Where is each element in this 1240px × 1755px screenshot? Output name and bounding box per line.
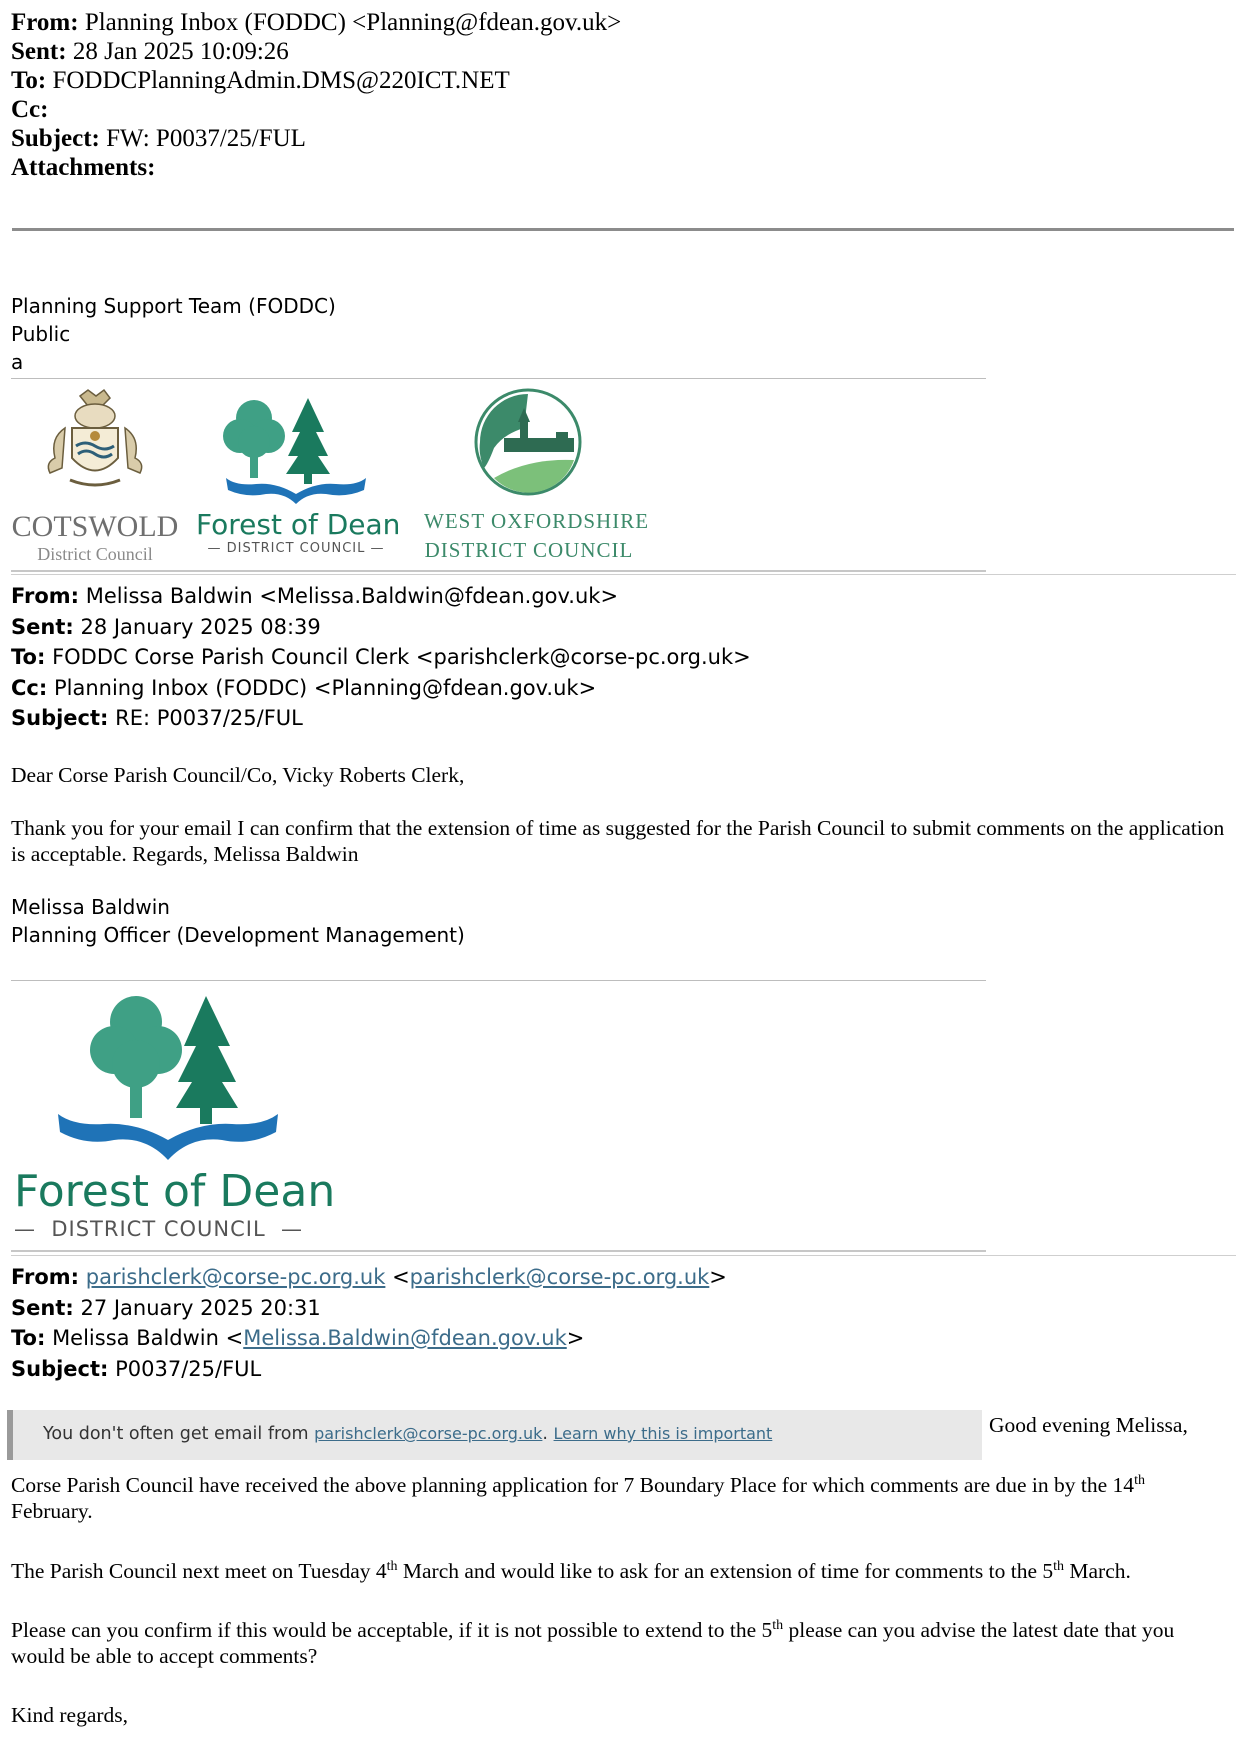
email3-sent: Sent: 27 January 2025 20:31 bbox=[11, 1295, 321, 1320]
forest-of-dean-logo-large bbox=[10, 990, 336, 1241]
email3-top-rule bbox=[11, 1255, 1236, 1256]
header-subject: Subject: FW: P0037/25/FUL bbox=[11, 125, 306, 152]
email3-paragraph-2: The Parish Council next meet on Tuesday 4th March and would like to ask for an extension of time for comments to the 5th March. bbox=[11, 1558, 1131, 1583]
email2-cc: Cc: Planning Inbox (FODDC) <Planning@fdean.gov.uk> bbox=[11, 675, 597, 700]
email2-top-rule bbox=[11, 574, 1236, 575]
fod-name-large: Forest of Dean bbox=[14, 1166, 336, 1217]
forest-of-dean-trees-icon bbox=[196, 390, 396, 505]
signature-top bbox=[11, 292, 336, 376]
email3-closing: Kind regards, bbox=[11, 1703, 129, 1727]
email2-subject: Subject: RE: P0037/25/FUL bbox=[11, 706, 303, 730]
cotswold-logo bbox=[10, 388, 180, 563]
header-from: From: Planning Inbox (FODDC) <Planning@fdean.gov.uk> bbox=[11, 9, 622, 36]
west-oxfordshire-emblem-icon bbox=[424, 388, 634, 498]
header-divider bbox=[12, 228, 1234, 231]
email3-meta bbox=[11, 1262, 727, 1384]
header-to: To: FODDCPlanningAdmin.DMS@220ICT.NET bbox=[11, 67, 510, 94]
logos-divider bbox=[11, 570, 986, 572]
email2-sig-title: Planning Officer (Development Management) bbox=[11, 923, 465, 947]
header-cc: Cc: bbox=[11, 96, 49, 123]
email2-body: Thank you for your email I can confirm that the extension of time as suggested for the Parish Council to submit comments on the application is acceptable. Regards, Melissa Baldwin bbox=[11, 816, 1225, 866]
banner-sender-link[interactable]: parishclerk@corse-pc.org.uk bbox=[314, 1424, 543, 1443]
email3-from: From: parishclerk@corse-pc.org.uk <parishclerk@corse-pc.org.uk> bbox=[11, 1265, 727, 1289]
cotswold-crest-icon bbox=[10, 388, 180, 503]
email3-to: To: Melissa Baldwin <Melissa.Baldwin@fdean.gov.uk> bbox=[11, 1326, 585, 1350]
banner-text: You don't often get email from parishclerk@corse-pc.org.uk. Learn why this is important bbox=[43, 1424, 773, 1444]
fod-sub-large-row: — DISTRICT COUNCIL — bbox=[14, 1217, 304, 1241]
wo-line1: WEST OXFORDSHIRE bbox=[424, 509, 650, 533]
email3-from-link-2[interactable]: parishclerk@corse-pc.org.uk bbox=[409, 1265, 710, 1289]
learn-why-link[interactable]: Learn why this is important bbox=[553, 1424, 773, 1443]
email2-sig-name: Melissa Baldwin bbox=[11, 895, 170, 919]
email2-signature bbox=[11, 893, 465, 949]
logo-large-divider bbox=[11, 1250, 986, 1252]
email-header bbox=[11, 8, 621, 182]
email3-to-link[interactable]: Melissa.Baldwin@fdean.gov.uk bbox=[243, 1326, 567, 1350]
signature-public: Public bbox=[11, 322, 71, 346]
email3-paragraph-3: Please can you confirm if this would be acceptable, if it is not possible to extend to the 5th please can you advise the latest date that you would be able to accept comments? bbox=[11, 1617, 1175, 1668]
email3-from-link[interactable]: parishclerk@corse-pc.org.uk bbox=[85, 1265, 386, 1289]
email3-subject: Subject: P0037/25/FUL bbox=[11, 1356, 262, 1381]
email2-sent: Sent: 28 January 2025 08:39 bbox=[11, 614, 321, 639]
fod-sub-row: — DISTRICT COUNCIL — bbox=[207, 541, 385, 556]
forest-of-dean-logo bbox=[196, 390, 401, 560]
email3-greeting: Good evening Melissa, bbox=[989, 1413, 1188, 1437]
email3-paragraph-1: Corse Parish Council have received the above planning application for 7 Boundary Place for which comments are due in by the 14th February. bbox=[11, 1472, 1145, 1523]
header-attachments: Attachments: bbox=[11, 154, 156, 181]
email2-meta bbox=[11, 581, 751, 734]
wo-line2: DISTRICT COUNCIL bbox=[424, 538, 634, 562]
fod-name: Forest of Dean bbox=[196, 508, 401, 541]
cotswold-name: COTSWOLD bbox=[11, 510, 179, 543]
email2-greeting: Dear Corse Parish Council/Co, Vicky Roberts Clerk, bbox=[11, 763, 465, 787]
cotswold-sub: District Council bbox=[37, 544, 153, 564]
forest-of-dean-trees-large-icon bbox=[10, 990, 320, 1165]
email2-sig-divider bbox=[11, 980, 986, 981]
email2-to: To: FODDC Corse Parish Council Clerk <parishclerk@corse-pc.org.uk> bbox=[11, 645, 751, 669]
external-sender-banner bbox=[7, 1410, 982, 1460]
header-sent: Sent: 28 Jan 2025 10:09:26 bbox=[11, 38, 289, 65]
email2-from: From: Melissa Baldwin <Melissa.Baldwin@fdean.gov.uk> bbox=[11, 584, 619, 608]
signature-divider bbox=[11, 378, 986, 379]
signature-team: Planning Support Team (FODDC) bbox=[11, 294, 336, 318]
west-oxfordshire-logo bbox=[424, 388, 650, 563]
signature-a: a bbox=[11, 350, 24, 374]
